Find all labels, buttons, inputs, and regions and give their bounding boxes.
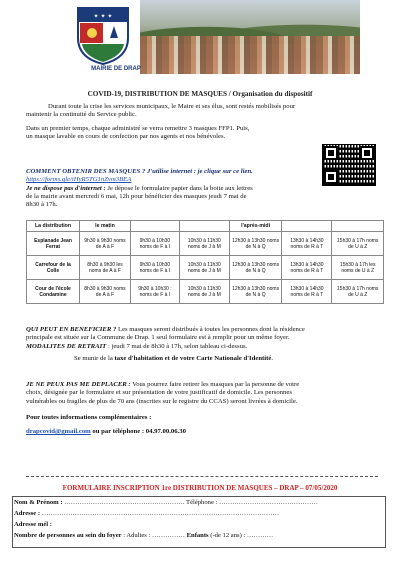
table-header-row: [27, 221, 384, 232]
table-cell: 9h30 à 10h30 noms de F à I: [130, 232, 179, 256]
table-cell: 10h30 à 11h30 noms de J à M: [179, 280, 229, 304]
cannot-move-heading: JE NE PEUX PAS ME DEPLACER :: [26, 381, 131, 388]
form-link[interactable]: https://forms.gle/iHyR5TG1nZvm3BEA: [26, 176, 132, 184]
table-cell: 12h30 à 13h30 noms de N à Q: [229, 280, 281, 304]
form-name-line: [14, 499, 318, 506]
table-cell-place: Esplanade Jean Ferrat: [27, 232, 80, 256]
children-field[interactable]: (-de 12 ans) : …………: [208, 532, 274, 539]
form-address-line: [14, 510, 279, 517]
benefit-section: QUI PEUT EN BENEFICIER ? Les masques seront distribués à toutes les personnes dont la résidence principale est située sur la Commune de Drap. 1 seul formulaire est à remplir pour un même foyer. MODALITES DE RETRAIT : jeudi 7 mai de 8h30 à 17h, selon tableau ci-dessus. Se munir de la taxe d'habitation et de votre Carte Nationale d'Identité.: [26, 326, 386, 363]
address-label: Adresse :: [14, 510, 41, 517]
table-cell: 9h30 à 10h30 noms de F à I: [130, 256, 179, 280]
qr-code[interactable]: [322, 144, 376, 186]
table-header: [130, 221, 179, 232]
intro-paragraph-1: Durant toute la crise les services municipaux, le Maire et ses élus, sont restés mobilisés pour maintenir la continuité du Service public.: [26, 103, 296, 119]
intro-paragraph-2: Dans un premier temps, chaque administré se verra remettre 3 masques FFP1. Puis, un masque lavable en cours de confection par nos agents et nos bénévoles.: [26, 125, 250, 141]
mairie-label: MAIRIE DE DRAP: [91, 66, 141, 72]
table-cell: 9h30 à 9h30 noms de A à F: [80, 232, 131, 256]
table-row: [27, 256, 384, 280]
table-header: [179, 221, 229, 232]
info-section: Pour toutes informations complémentaires : drapcovid@gmail.com ou par téléphone : 04.97.00.06.30: [26, 414, 186, 436]
cannot-move-section: JE NE PEUX PAS ME DEPLACER : Vous pourrez faire retirer les masques par la personne de votre choix, désignée par le formulaire et sur présentation de votre justificatif de domicile. Les personnes vulnérables ou fragiles de plus de 70 ans (inscrites sur le registre du CCAS) seront livrées à domicile.: [26, 381, 300, 405]
table-cell: 15h30 à 17h noms de U à Z: [332, 280, 384, 304]
table-cell: 8h30 à 9h30 les noms de A à F: [80, 256, 131, 280]
benefit-heading: QUI PEUT EN BENEFICIER ?: [26, 326, 117, 333]
table-header: La distribution: [27, 221, 80, 232]
bring-documents-line: Se munir de la taxe d'habitation et de votre Carte Nationale d'Identité.: [74, 354, 274, 362]
name-field[interactable]: ………………………………………………. Téléphone : ………………………………………: [62, 499, 318, 506]
no-internet-label: Je ne dispose pas d'internet :: [26, 184, 106, 192]
obtain-heading: COMMENT OBTENIR DES MASQUES ? J'utilise internet : je clique sur ce lien.: [26, 168, 253, 175]
info-heading: Pour toutes informations complémentaires :: [26, 414, 152, 421]
adults-field[interactable]: : Adultes : ……………: [121, 532, 187, 539]
table-header: [282, 221, 332, 232]
obtain-section: COMMENT OBTENIR DES MASQUES ? J'utilise internet : je clique sur ce lien. https://forms.gle/iHyR5TG1nZvm3BEA Je ne dispose pas d'internet : Je dépose le formulaire papier dans la boite aux lettres de la mairie avant mercredi 6 mai, 12h pour bénéficier des masques jeudi 7 mai de 8h30 à 17h.: [26, 168, 326, 209]
table-cell: 13h30 à 14h30 noms de R à T: [282, 232, 332, 256]
table-header: le matin: [80, 221, 131, 232]
svg-text:✦ ✦ ✦: ✦ ✦ ✦: [93, 13, 113, 20]
table-header: l'après-midi: [229, 221, 281, 232]
village-photo-banner: [140, 0, 360, 74]
table-cell: 9h30 à 10h30 : noms de F à I: [130, 280, 179, 304]
name-label: Nom & Prénom :: [14, 499, 63, 506]
table-row: [27, 280, 384, 304]
table-cell: 15h30 à 17h les noms de U à Z: [332, 256, 384, 280]
household-label: Nombre de personnes au sein du foyer: [14, 532, 122, 539]
children-label: Enfants: [186, 532, 209, 539]
table-cell: 8h30 à 9h30 noms de A à F: [80, 280, 131, 304]
table-cell: 12h30 à 13h30 noms de N à Q: [229, 232, 281, 256]
form-title: FORMULAIRE INSCRIPTION 1re DISTRIBUTION DE MASQUES – DRAP – 07/05/2020: [62, 484, 338, 492]
cut-line-divider: [26, 476, 378, 477]
table-cell-place: Carrefour de la Colle: [27, 256, 80, 280]
table-cell-place: Cour de l'école Condamine: [27, 280, 80, 304]
table-cell: 15h30 à 17h noms de U à Z: [332, 232, 384, 256]
form-household-line: [14, 532, 273, 539]
page-title: COVID-19, DISTRIBUTION DE MASQUES / Organisation du dispositif: [87, 90, 313, 98]
table-cell: 13h30 à 14h30 noms de R à T: [282, 256, 332, 280]
table-cell: 12h30 à 13h30 noms de N à Q: [229, 256, 281, 280]
table-cell: 13h30 à 14h30 noms de R à T: [282, 280, 332, 304]
email-link[interactable]: drapcovid@gmail.com: [26, 428, 91, 436]
email-label: Adresse mél :: [14, 521, 52, 528]
town-crest-logo: [72, 4, 134, 66]
table-row: [27, 232, 384, 256]
address-field[interactable]: ………………………………………………………………………………………………: [40, 510, 280, 517]
table-header: [332, 221, 384, 232]
table-cell: 10h30 à 11h30 noms de J à M: [179, 232, 229, 256]
table-cell: 10h30 à 11h30 noms de J à M: [179, 256, 229, 280]
distribution-schedule-table: [26, 220, 384, 304]
form-email-line: [14, 521, 52, 528]
modalites-label: MODALITES DE RETRAIT: [26, 342, 107, 350]
